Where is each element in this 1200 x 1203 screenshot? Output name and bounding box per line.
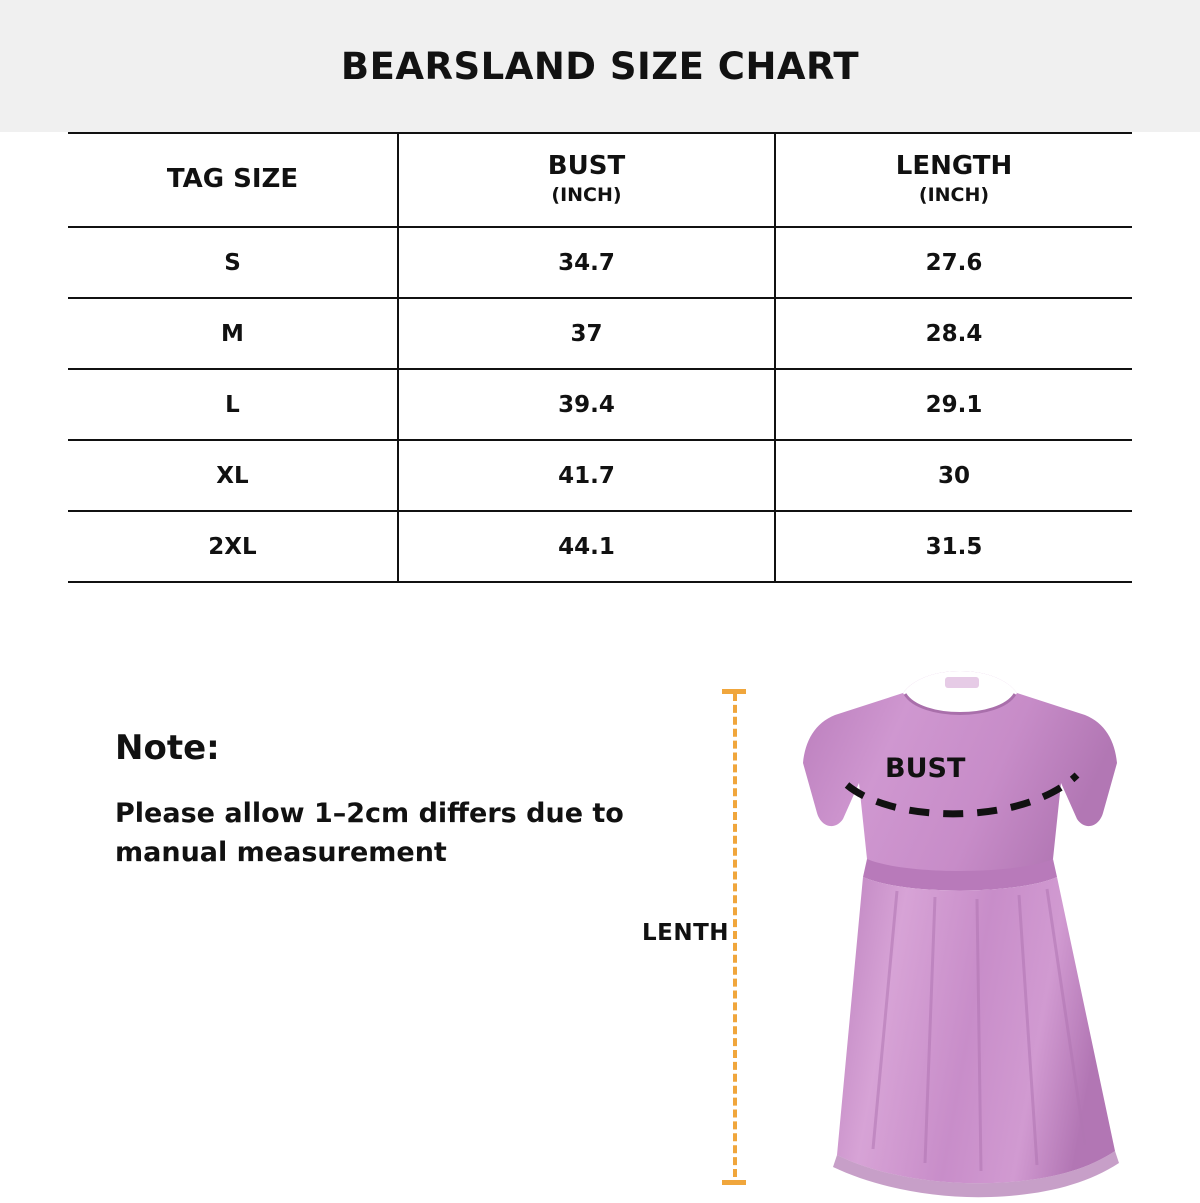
ruler-cap-bottom-icon [722, 1180, 746, 1185]
size-chart-section [0, 132, 1200, 583]
size-chart-table [68, 132, 1132, 583]
bust-measure-label: BUST [885, 753, 966, 784]
cell-tag-size: XL [68, 440, 398, 511]
cell-tag-size: 2XL [68, 511, 398, 582]
column-header-bust [398, 133, 775, 227]
dress-illustration-icon [785, 663, 1135, 1203]
column-header-bust-label: BUST [547, 150, 626, 181]
cell-length: 31.5 [775, 511, 1132, 582]
note-block [115, 728, 655, 872]
cell-bust: 39.4 [398, 369, 775, 440]
note-body: Please allow 1–2cm differs due to manual measurement [115, 798, 624, 869]
length-ruler-icon [642, 685, 746, 1185]
cell-bust: 34.7 [398, 227, 775, 298]
table-header-row [68, 133, 1132, 227]
cell-length: 29.1 [775, 369, 1132, 440]
column-header-length [775, 133, 1132, 227]
table-row [68, 440, 1132, 511]
measurement-figure [642, 663, 1140, 1203]
cell-bust: 37 [398, 298, 775, 369]
ruler-dashed-line-icon [733, 693, 737, 1177]
lower-section [0, 643, 1200, 1203]
cell-length: 28.4 [775, 298, 1132, 369]
cell-bust: 44.1 [398, 511, 775, 582]
column-header-tag-size [68, 133, 398, 227]
cell-length: 27.6 [775, 227, 1132, 298]
note-title: Note: [115, 728, 220, 768]
header-banner [0, 0, 1200, 132]
cell-tag-size: S [68, 227, 398, 298]
cell-tag-size: L [68, 369, 398, 440]
cell-tag-size: M [68, 298, 398, 369]
column-header-bust-unit: (INCH) [551, 183, 622, 206]
length-measure-label: LENTH [642, 920, 730, 946]
page-title: BEARSLAND SIZE CHART [340, 44, 860, 88]
column-header-tag-size-label: TAG SIZE [166, 164, 299, 195]
table-row [68, 369, 1132, 440]
table-row [68, 511, 1132, 582]
column-header-length-label: LENGTH [895, 150, 1013, 181]
column-header-length-unit: (INCH) [918, 183, 990, 206]
table-row [68, 227, 1132, 298]
cell-bust: 41.7 [398, 440, 775, 511]
table-row [68, 298, 1132, 369]
cell-length: 30 [775, 440, 1132, 511]
